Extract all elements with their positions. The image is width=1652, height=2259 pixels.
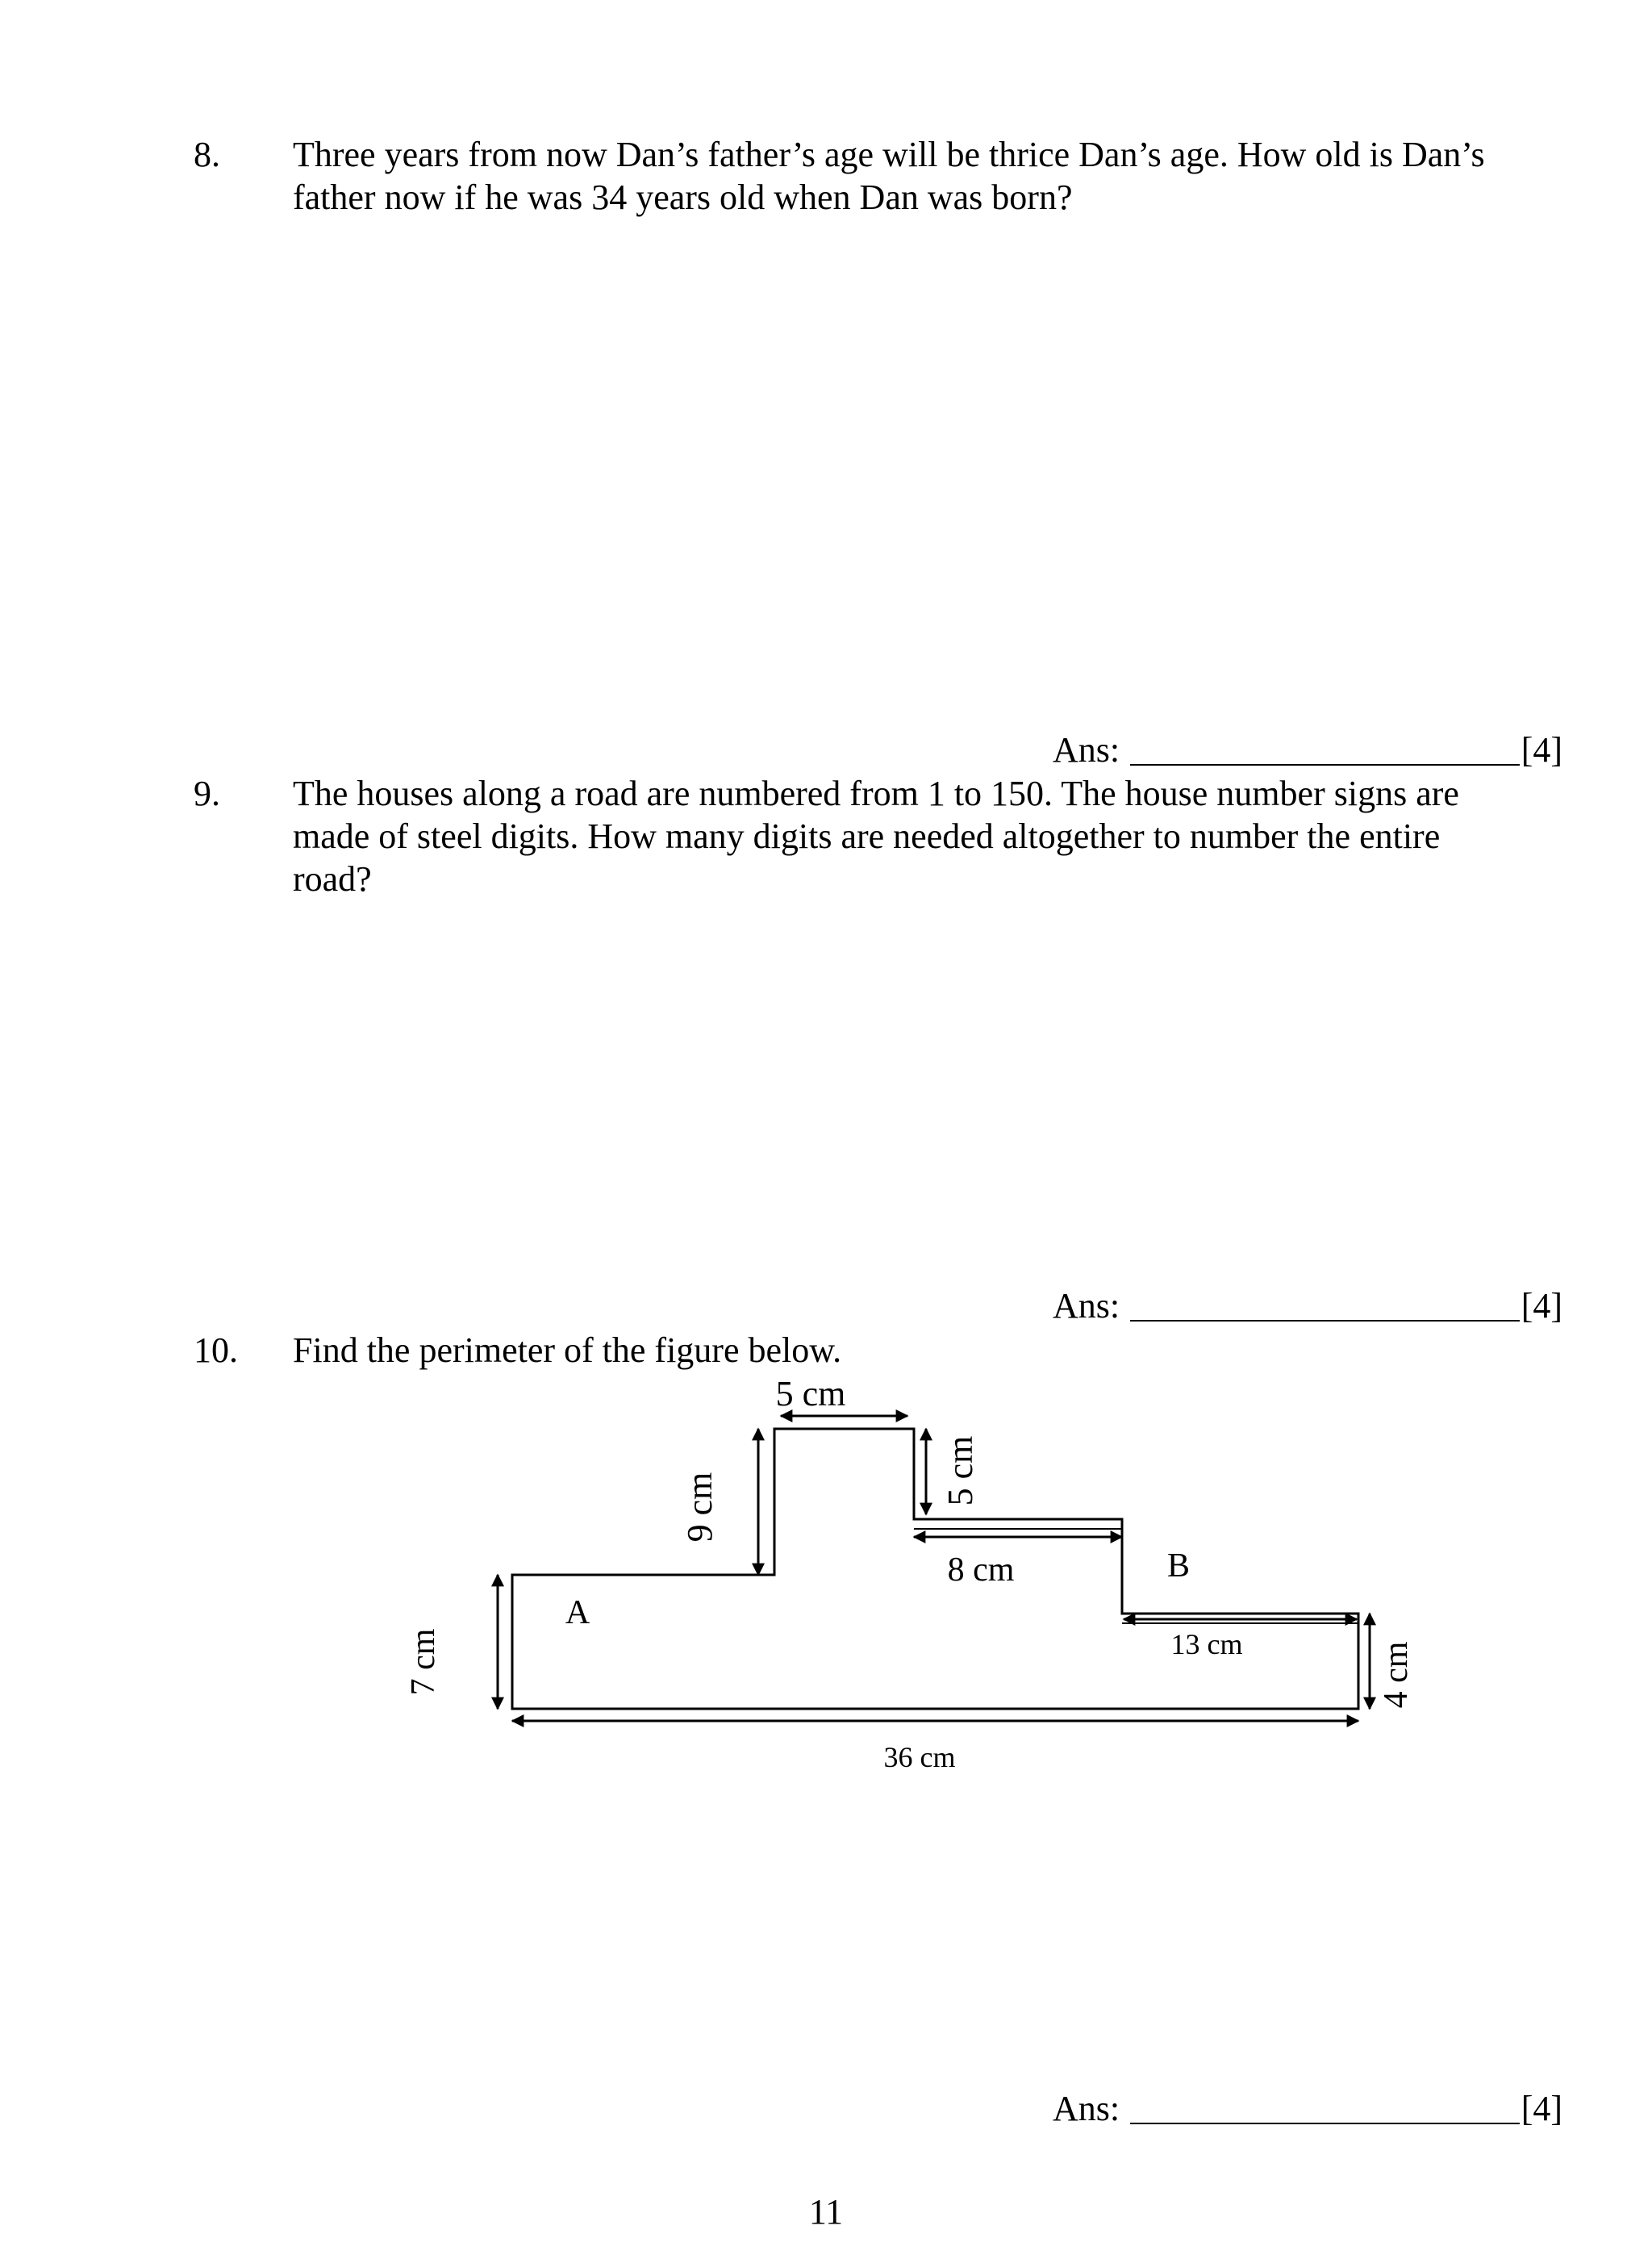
question-10-answer-label: Ans:	[1053, 2089, 1120, 2128]
question-10-answer-line	[1130, 2123, 1520, 2124]
dimension-label-right-drop: 5 cm	[941, 1435, 980, 1506]
dimension-label-right-height: 4 cm	[1378, 1641, 1415, 1709]
dimension-label-top-width: 5 cm	[775, 1374, 846, 1413]
dimension-label-left-step-height: 9 cm	[680, 1472, 720, 1543]
figure-label-b: B	[1166, 1547, 1191, 1585]
question-9-line-1: The houses along a road are numbered from 1 to 150. The house number signs are	[293, 774, 1459, 813]
question-10-line-1: Find the perimeter of the figure below.	[293, 1330, 842, 1370]
question-8-number: 8.	[194, 135, 220, 174]
question-8-line-2: father now if he was 34 years old when Dan was born?	[293, 177, 1073, 217]
figure-outline	[512, 1429, 1358, 1709]
question-9-line-2: made of steel digits. How many digits are needed altogether to number the entire	[293, 816, 1441, 856]
dimension-label-middle-width: 8 cm	[947, 1551, 1015, 1589]
question-10-marks: [4]	[1521, 2089, 1562, 2128]
question-8-marks: [4]	[1521, 730, 1562, 770]
question-8-line-1: Three years from now Dan’s father’s age will be thrice Dan’s age. How old is Dan’s	[293, 135, 1485, 174]
dimension-label-right-width: 13 cm	[1170, 1628, 1243, 1660]
question-9-line-3: road?	[293, 859, 372, 899]
dimension-label-total-width: 36 cm	[883, 1741, 956, 1773]
question-9-number: 9.	[194, 774, 220, 813]
question-10-answer	[1053, 2087, 1569, 2136]
figure-label-a: A	[565, 1594, 590, 1631]
dimension-label-left-height: 7 cm	[405, 1628, 442, 1696]
page-number: 11	[808, 2192, 844, 2232]
question-10-number: 10.	[194, 1330, 238, 1370]
question-8-answer-label: Ans:	[1053, 730, 1120, 770]
question-9-marks: [4]	[1521, 1286, 1562, 1326]
question-9-answer-label: Ans:	[1053, 1286, 1120, 1326]
